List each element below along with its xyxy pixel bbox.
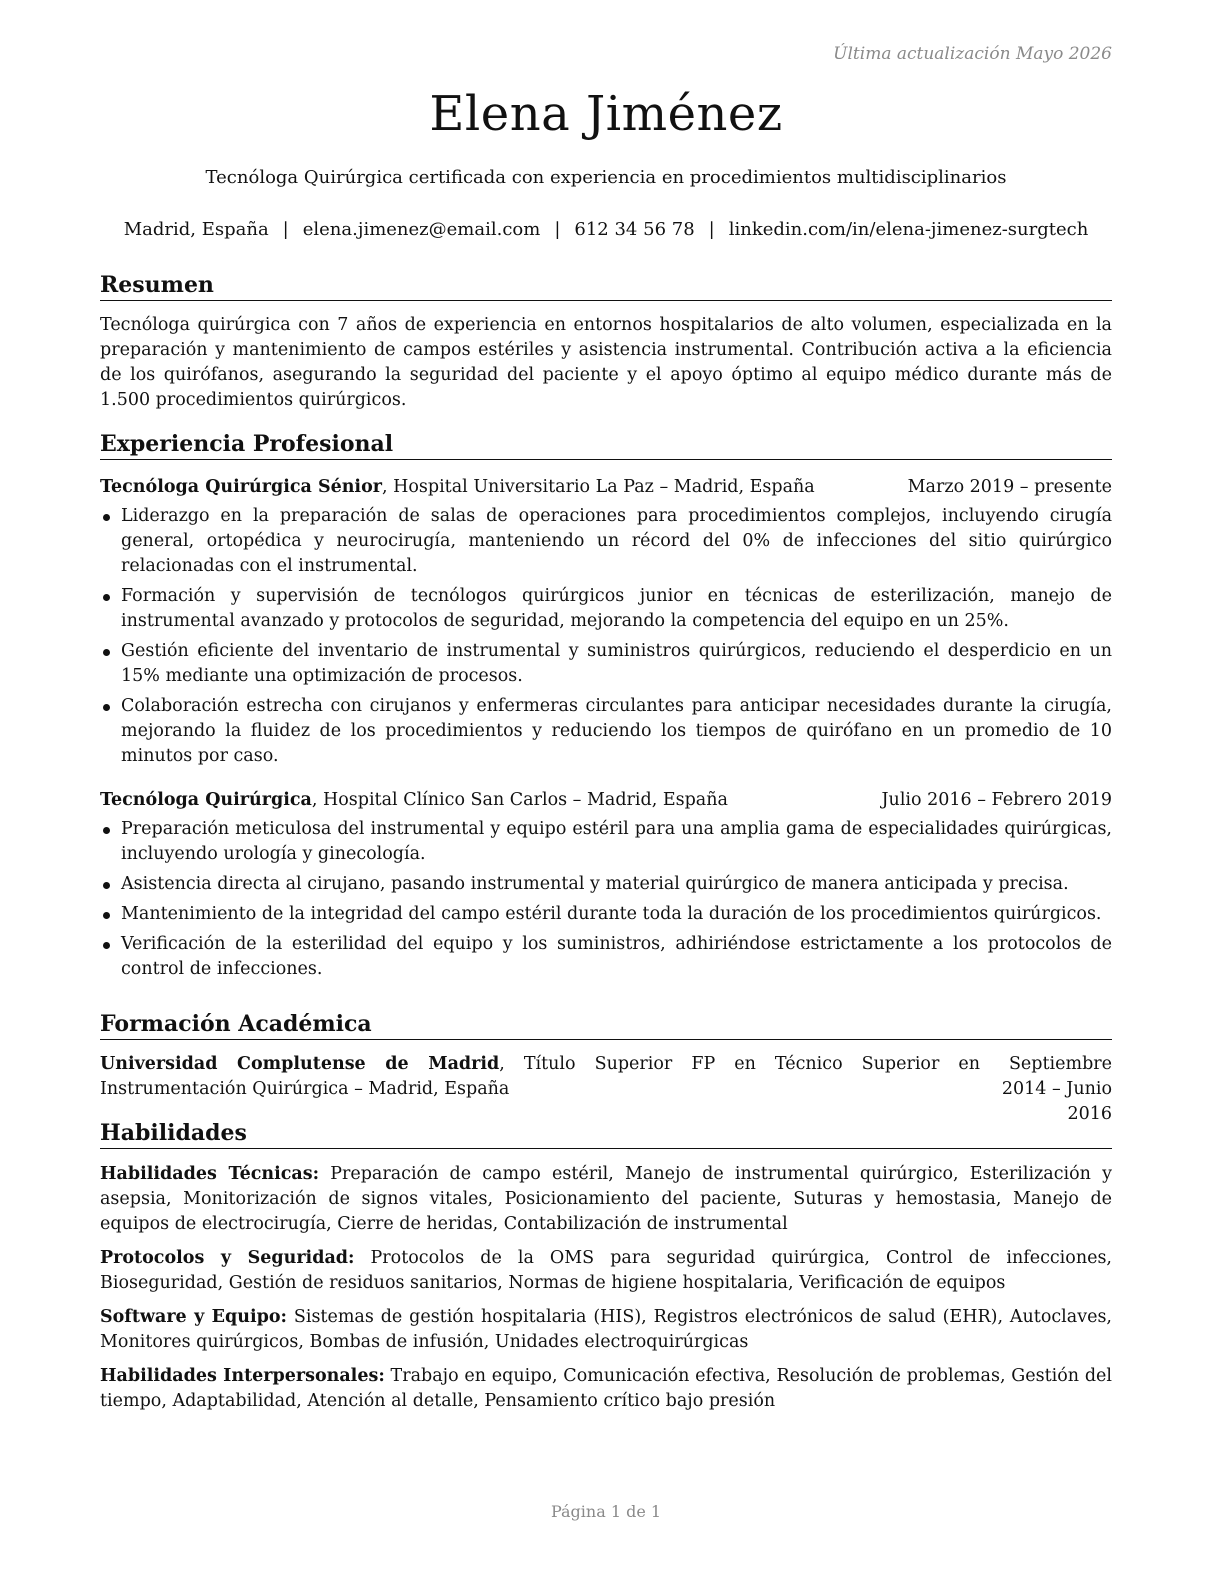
skills-section (100, 1119, 1112, 1423)
education-section (100, 1010, 1112, 1127)
contact-email[interactable]: elena.jimenez@email.com (302, 219, 541, 240)
experience-section (100, 430, 1112, 987)
education-heading: Formación Académica (100, 1010, 1112, 1040)
education-institution: Universidad Complutense de Madrid (100, 1054, 500, 1074)
contact-separator: | (708, 219, 715, 240)
list-item: Preparación meticulosa del instrumental y equipo estéril para una amplia gama de especialidades quirúrgicas, incluyendo urología y ginecología. (100, 817, 1112, 867)
last-updated: Última actualización Mayo 2026 (833, 44, 1112, 64)
list-item: Gestión eficiente del inventario de instrumental y suministros quirúrgicos, reduciendo el desperdicio en un 15% mediante una optimización de procesos. (100, 639, 1112, 689)
summary-section (100, 271, 1112, 413)
experience-heading: Experiencia Profesional (100, 430, 1112, 460)
list-item: Mantenimiento de la integridad del campo estéril durante toda la duración de los procedimientos quirúrgicos. (100, 902, 1112, 927)
contact-separator: | (282, 219, 289, 240)
job-dates: Julio 2016 – Febrero 2019 (881, 790, 1112, 810)
contact-location: Madrid, España (123, 219, 269, 240)
skill-group (100, 1162, 1112, 1237)
skill-label: Habilidades Interpersonales: (100, 1366, 385, 1386)
list-item: Liderazgo en la preparación de salas de operaciones para procedimientos complejos, incluyendo cirugía general, ortopédica y neurocirugía, manteniendo un récord del 0% de infecciones del sitio quirúrgico relacionadas con el instrumental. (100, 504, 1112, 579)
job-entry (100, 475, 1112, 769)
summary-text: Tecnóloga quirúrgica con 7 años de experiencia en entornos hospitalarios de alto volumen, especializada en la preparación y mantenimiento de campos estériles y asistencia instrumental. Contribución activa a la eficiencia de los quirófanos, asegurando la seguridad del paciente y el apoyo óptimo al equipo médico durante más de 1.500 procedimientos quirúrgicos. (100, 315, 1112, 410)
skill-group (100, 1305, 1112, 1355)
job-place: , Hospital Universitario La Paz – Madrid, España (381, 477, 815, 497)
page-number: Página 1 de 1 (550, 1502, 662, 1521)
job-role: Tecnóloga Quirúrgica Sénior (100, 477, 382, 497)
skill-group (100, 1364, 1112, 1414)
candidate-name: Elena Jiménez (429, 86, 783, 142)
contact-phone[interactable]: 612 34 56 78 (574, 219, 695, 240)
education-degree: , Título Superior FP en Técnico Superior en Instrumentación Quirúrgica – Madrid, España (100, 1054, 980, 1099)
job-bullets (100, 817, 1112, 982)
list-item: Verificación de la esterilidad del equipo y los suministros, adhiriéndose estrictamente a los protocolos de control de infecciones. (100, 932, 1112, 982)
contact-line (0, 219, 1212, 240)
skill-text: Protocolos de la OMS para seguridad quirúrgica, Control de infecciones, Bioseguridad, Gestión de residuos sanitarios, Normas de higiene hospitalaria, Verificación de equipos (100, 1248, 1112, 1293)
tagline: Tecnóloga Quirúrgica certificada con experiencia en procedimientos multidisciplinarios (205, 167, 1007, 188)
job-place: , Hospital Clínico San Carlos – Madrid, España (311, 790, 728, 810)
job-header (100, 788, 1112, 813)
skill-label: Software y Equipo: (100, 1307, 287, 1327)
skill-group (100, 1246, 1112, 1296)
job-dates: Marzo 2019 – presente (907, 477, 1112, 497)
skill-text: Sistemas de gestión hospitalaria (HIS), Registros electrónicos de salud (EHR), Autoclaves, Monitores quirúrgicos, Bombas de infusión, Unidades electroquirúrgicas (100, 1307, 1112, 1352)
skill-text: Preparación de campo estéril, Manejo de instrumental quirúrgico, Esterilización y asepsia, Monitorización de signos vitales, Posicionamiento del paciente, Suturas y hemostasia, Manejo de equipos de electrocirugía, Cierre de heridas, Contabilización de instrumental (100, 1164, 1112, 1234)
summary-heading: Resumen (100, 271, 1112, 301)
education-entry (100, 1052, 1112, 1127)
job-bullets (100, 504, 1112, 769)
skill-label: Habilidades Técnicas: (100, 1164, 320, 1184)
education-dates: Septiembre 2014 – Junio 2016 (1001, 1054, 1112, 1124)
contact-separator: | (554, 219, 561, 240)
job-header (100, 475, 1112, 500)
list-item: Asistencia directa al cirujano, pasando instrumental y material quirúrgico de manera anticipada y precisa. (100, 872, 1112, 897)
skills-heading: Habilidades (100, 1119, 1112, 1149)
list-item: Formación y supervisión de tecnólogos quirúrgicos junior en técnicas de esterilización, manejo de instrumental avanzado y protocolos de seguridad, mejorando la competencia del equipo en un 25%. (100, 584, 1112, 634)
contact-linkedin[interactable]: linkedin.com/in/elena-jimenez-surgtech (728, 219, 1089, 240)
skill-text: Trabajo en equipo, Comunicación efectiva, Resolución de problemas, Gestión del tiempo, Adaptabilidad, Atención al detalle, Pensamiento crítico bajo presión (100, 1366, 1112, 1411)
job-entry (100, 788, 1112, 982)
skill-label: Protocolos y Seguridad: (100, 1248, 355, 1268)
job-role: Tecnóloga Quirúrgica (100, 790, 312, 810)
list-item: Colaboración estrecha con cirujanos y enfermeras circulantes para anticipar necesidades durante la cirugía, mejorando la fluidez de los procedimientos y reduciendo los tiempos de quirófano en un promedio de 10 minutos por caso. (100, 694, 1112, 769)
